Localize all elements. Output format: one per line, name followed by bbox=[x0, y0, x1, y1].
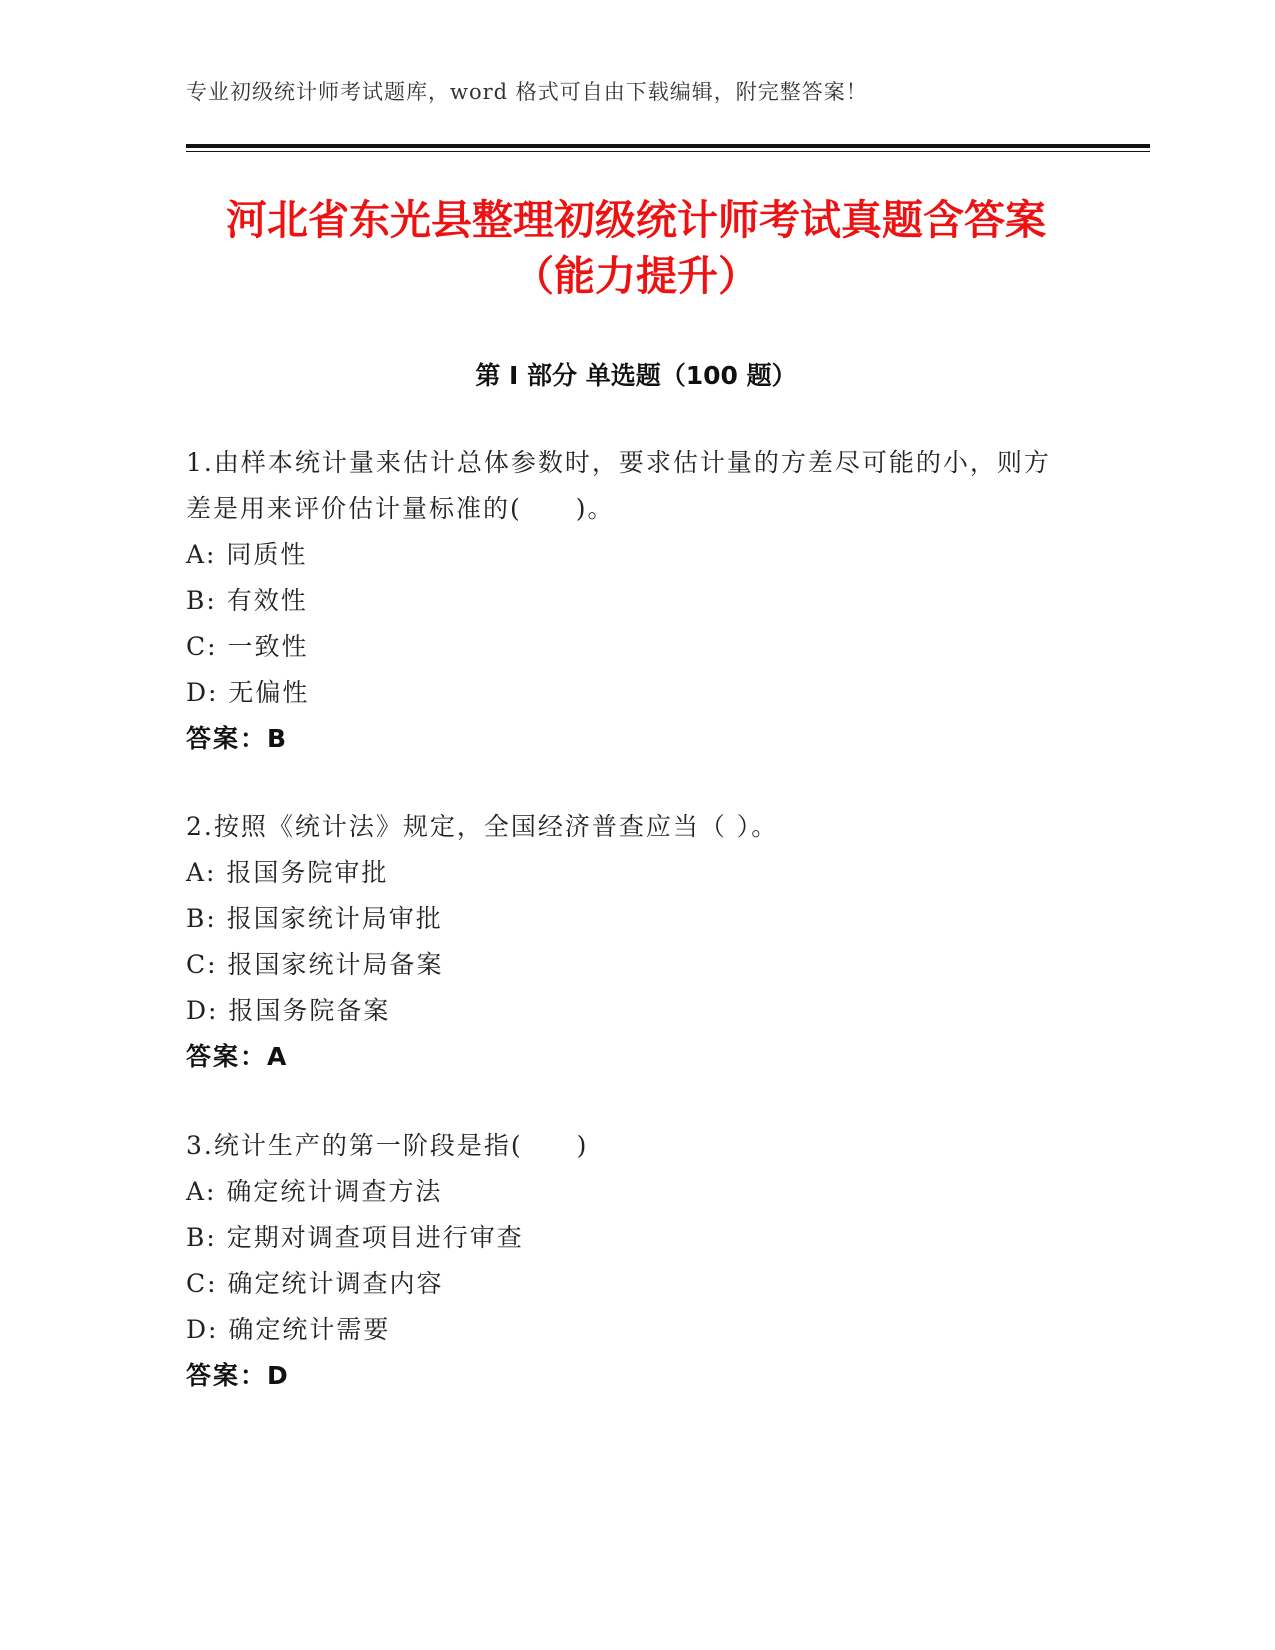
question-stem: 3.统计生产的第一阶段是指( ) bbox=[186, 1131, 589, 1160]
header-note: 专业初级统计师考试题库，word 格式可自由下载编辑，附完整答案！ bbox=[186, 80, 868, 104]
document-title: 河北省东光县整理初级统计师考试真题含答案（能力提升） bbox=[226, 196, 1046, 300]
option-a: A: 确定统计调查方法 bbox=[186, 1177, 443, 1206]
option-b: B: 定期对调查项目进行审查 bbox=[186, 1223, 524, 1252]
option-b: B: 报国家统计局审批 bbox=[186, 904, 443, 933]
option-b: B: 有效性 bbox=[186, 586, 308, 615]
option-d: D: 确定统计需要 bbox=[186, 1315, 391, 1344]
option-d: D: 无偏性 bbox=[186, 678, 310, 707]
option-c: C: 报国家统计局备案 bbox=[186, 950, 444, 979]
question-2 bbox=[186, 804, 1066, 1080]
option-c: C: 确定统计调查内容 bbox=[186, 1269, 444, 1298]
question-stem: 2.按照《统计法》规定，全国经济普查应当（ ）。 bbox=[186, 812, 779, 841]
answer: 答案：D bbox=[186, 1361, 290, 1390]
option-a: A: 报国务院审批 bbox=[186, 858, 389, 887]
option-d: D: 报国务院备案 bbox=[186, 996, 391, 1025]
answer: 答案：B bbox=[186, 724, 289, 753]
question-3 bbox=[186, 1123, 1066, 1399]
section-heading: 第 I 部分 单选题（100 题） bbox=[475, 361, 797, 390]
header-rule-thick bbox=[186, 144, 1150, 148]
question-stem: 1.由样本统计量来估计总体参数时，要求估计量的方差尽可能的小，则方差是用来评价估计量标准的( )。 bbox=[186, 448, 1051, 523]
option-a: A: 同质性 bbox=[186, 540, 308, 569]
option-c: C: 一致性 bbox=[186, 632, 309, 661]
answer: 答案：A bbox=[186, 1042, 289, 1071]
question-1 bbox=[186, 440, 1066, 762]
header-rule-thin bbox=[186, 151, 1150, 152]
